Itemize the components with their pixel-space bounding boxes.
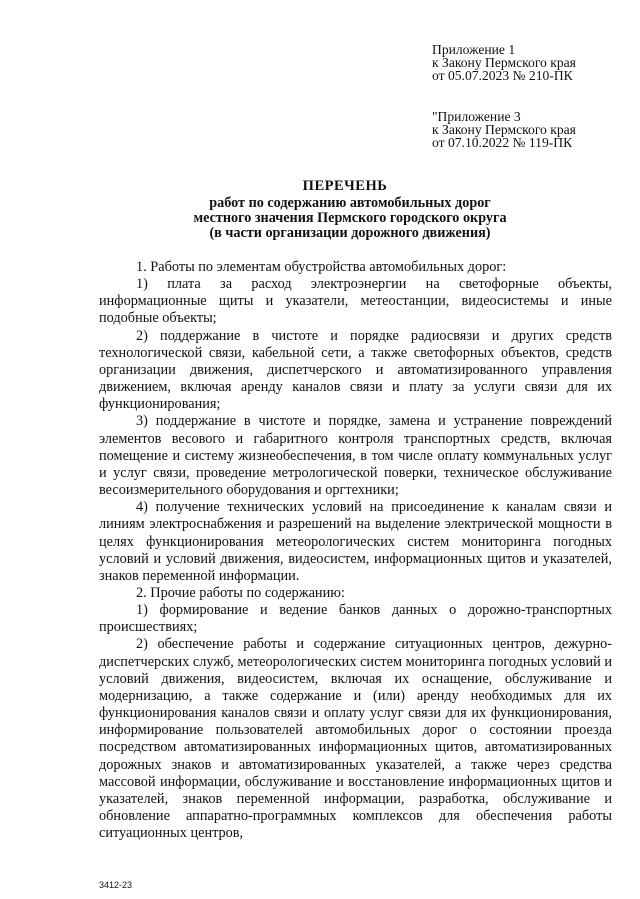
annex-3-header xyxy=(432,110,576,149)
annex-3-line-2: к Закону Пермского края xyxy=(432,122,576,137)
annex-3-line-3: от 07.10.2022 № 119-ПК xyxy=(432,135,573,150)
subtitle-line-2: местного значения Пермского городского округа xyxy=(193,210,507,226)
document-code: 3412-23 xyxy=(99,880,133,890)
section-2-heading: 2. Прочие работы по содержанию: xyxy=(136,584,345,601)
subtitle-line-1: работ по содержанию автомобильных дорог xyxy=(209,195,491,211)
section-1-heading: 1. Работы по элементам обустройства автомобильных дорог: xyxy=(136,259,507,275)
annex-1-header xyxy=(432,43,576,82)
paragraph-item: 3) поддержание в чистоте и порядке, замена и устранение повреждений элементов весового и габаритного контроля транспортных средств, включая помещение и систему жизнеобеспечения, в том числе оплату коммунальных услуг и услуг связи, проведение метрологической поверки, техническое обслуживание весоизмерительного оборудования и оргтехники; xyxy=(99,413,612,499)
paragraph-item: 1) плата за расход электроэнергии на светофорные объекты, информационные щиты и указатели, метеостанции, видеосистемы и иные подобные объекты; xyxy=(99,276,612,327)
annex-1-line-1: Приложение 1 xyxy=(432,42,516,57)
paragraph-item: 1) формирование и ведение банков данных о дорожно-транспортных происшествиях; xyxy=(99,602,612,636)
annex-3-line-1: "Приложение 3 xyxy=(432,109,521,124)
annex-1-line-3: от 05.07.2023 № 210-ПК xyxy=(432,68,573,83)
document-subtitle xyxy=(0,196,640,241)
annex-1-line-2: к Закону Пермского края xyxy=(432,55,576,70)
paragraph-item: 2) обеспечение работы и содержание ситуационных центров, дежурно-диспетчерских служб, метеорологических систем мониторинга погодных условий и условий движения, видеосистем, включая их оснащение, обслуживание и модернизацию, а также содержание и (или) аренду необходимых для их функционирования каналов связи и оплату услуг связи для их функционирования, информирование пользователей автомобильных дорог о состоянии проезда посредством автоматизированных информационных щитов, автоматизированных дорожных знаков и автоматизированных указателей, а также через средства массовой информации, обслуживание и восстановление информационных щитов и указателей, знаков переменной информации, разработка, обслуживание и обновление аппаратно-программных комплексов для обеспечения работы ситуационных центров, xyxy=(99,636,612,842)
subtitle-line-3: (в части организации дорожного движения) xyxy=(209,225,491,241)
paragraph-item: 2) поддержание в чистоте и порядке радиосвязи и других средств технологической связи, кабельной сети, а также светофорных объектов, средств организации движения, диспетчерского и автоматизированного управления движением, включая аренду каналов связи и плату за услуги связи для их функционирования; xyxy=(99,327,612,413)
document-body xyxy=(99,259,612,842)
paragraph-item: 4) получение технических условий на присоединение к каналам связи и линиям электроснабжения и разрешений на выделение электрической мощности в целях функционирования метеорологических систем мониторинга погодных условий и условий движения, видеосистем, информационных щитов и указателей, знаков переменной информации. xyxy=(99,499,612,584)
document-title: ПЕРЕЧЕНЬ xyxy=(302,178,388,194)
